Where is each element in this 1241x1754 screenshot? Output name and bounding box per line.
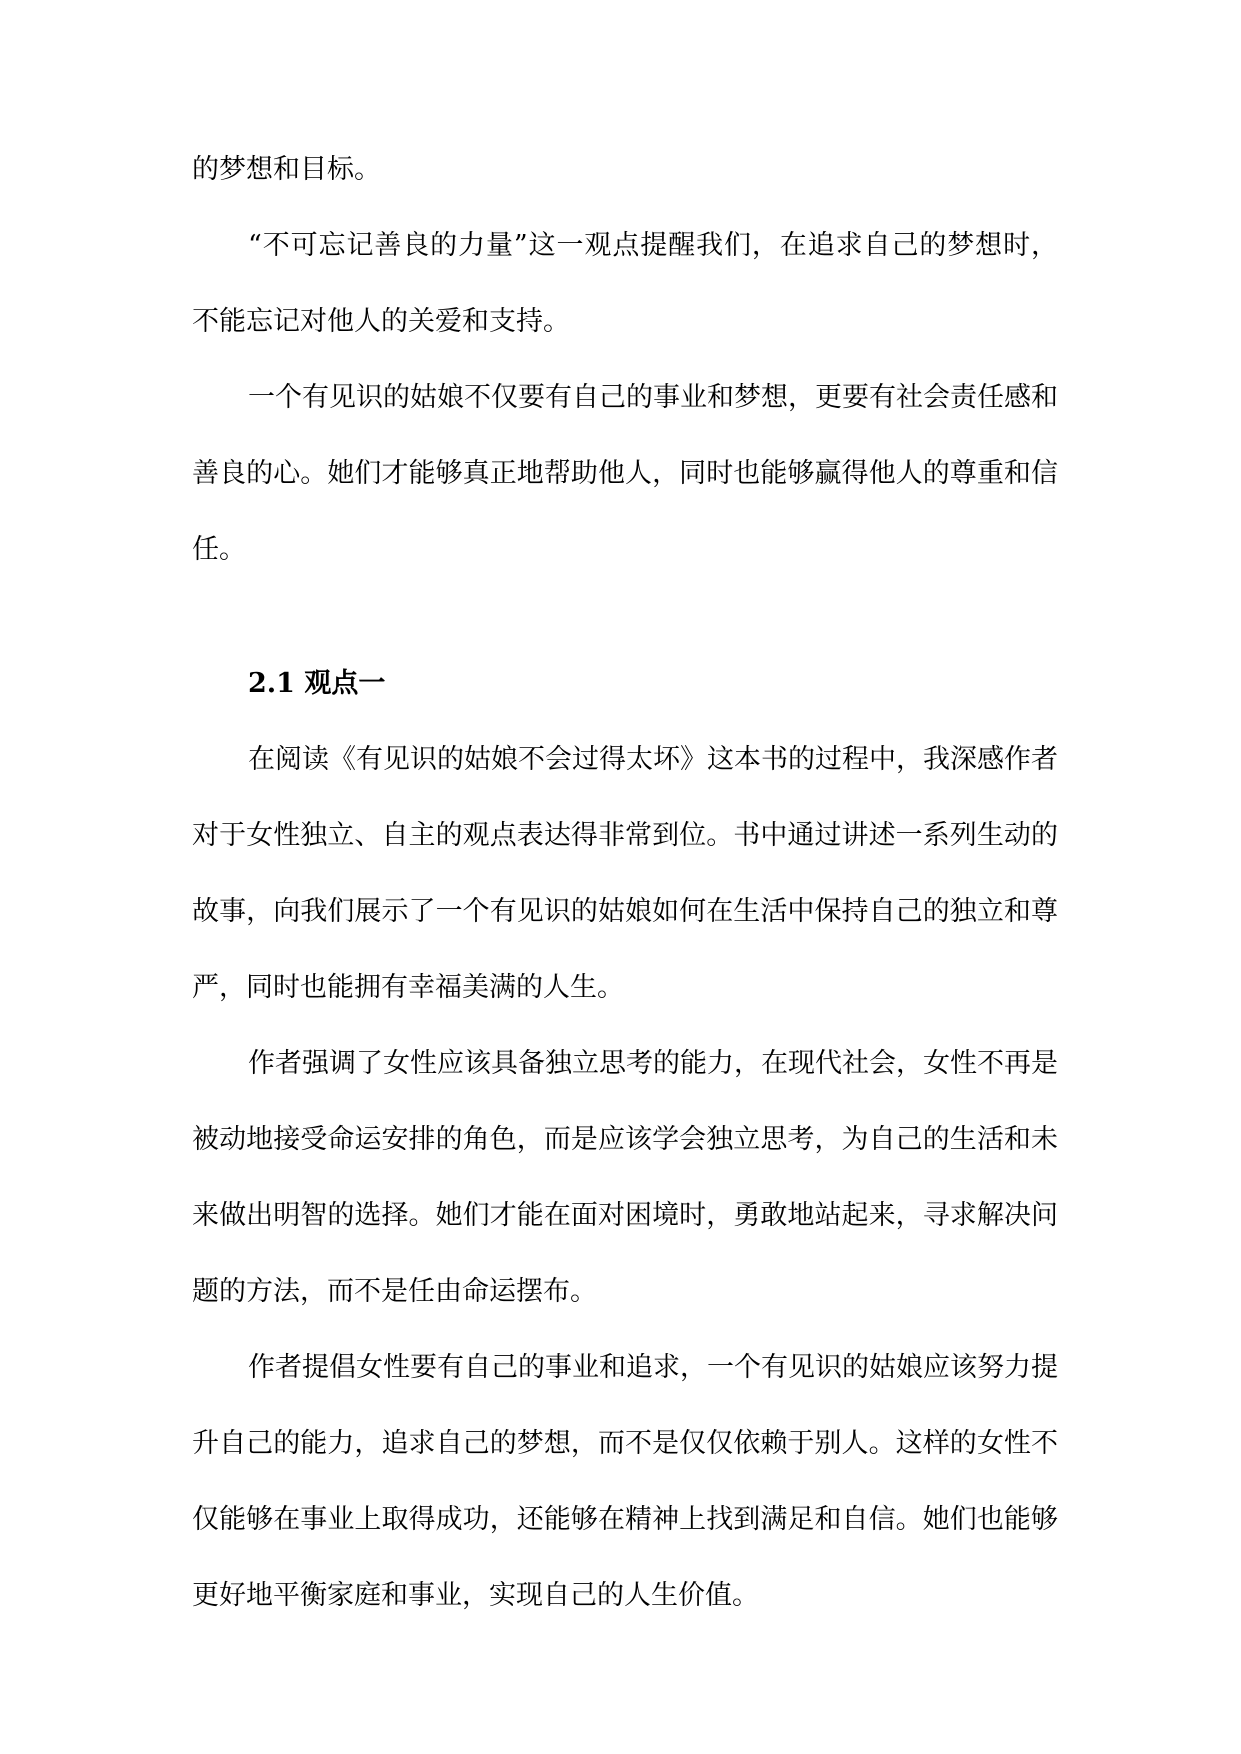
section-heading: 2.1 观点一 bbox=[248, 668, 386, 699]
paragraph-reading-reflection: 在阅读《有见识的姑娘不会过得太坏》这本书的过程中，我深感作者对于女性独立、自主的观点表达得非常到位。书中通过讲述一系列生动的故事，向我们展示了一个有见识的姑娘如何在生活中保持自己的独立和尊严，同时也能拥有幸福美满的人生。 bbox=[192, 744, 1058, 1003]
paragraph-career-pursuit: 作者提倡女性要有自己的事业和追求，一个有见识的姑娘应该努力提升自己的能力，追求自己的梦想，而不是仅仅依赖于别人。这样的女性不仅能够在事业上取得成功，还能够在精神上找到满足和自信。她们也能够更好地平衡家庭和事业，实现自己的人生价值。 bbox=[192, 1352, 1058, 1611]
paragraph-social-responsibility: 一个有见识的姑娘不仅要有自己的事业和梦想，更要有社会责任感和善良的心。她们才能够真正地帮助他人，同时也能够赢得他人的尊重和信任。 bbox=[192, 382, 1058, 565]
paragraph-kindness-power: “不可忘记善良的力量”这一观点提醒我们，在追求自己的梦想时，不能忘记对他人的关爱和支持。 bbox=[192, 230, 1058, 337]
paragraph-continuation: 的梦想和目标。 bbox=[192, 154, 381, 185]
paragraph-independent-thinking: 作者强调了女性应该具备独立思考的能力，在现代社会，女性不再是被动地接受命运安排的角色，而是应该学会独立思考，为自己的生活和未来做出明智的选择。她们才能在面对困境时，勇敢地站起来，寻求解决问题的方法，而不是任由命运摆布。 bbox=[192, 1048, 1058, 1307]
document-page bbox=[192, 132, 1058, 1634]
